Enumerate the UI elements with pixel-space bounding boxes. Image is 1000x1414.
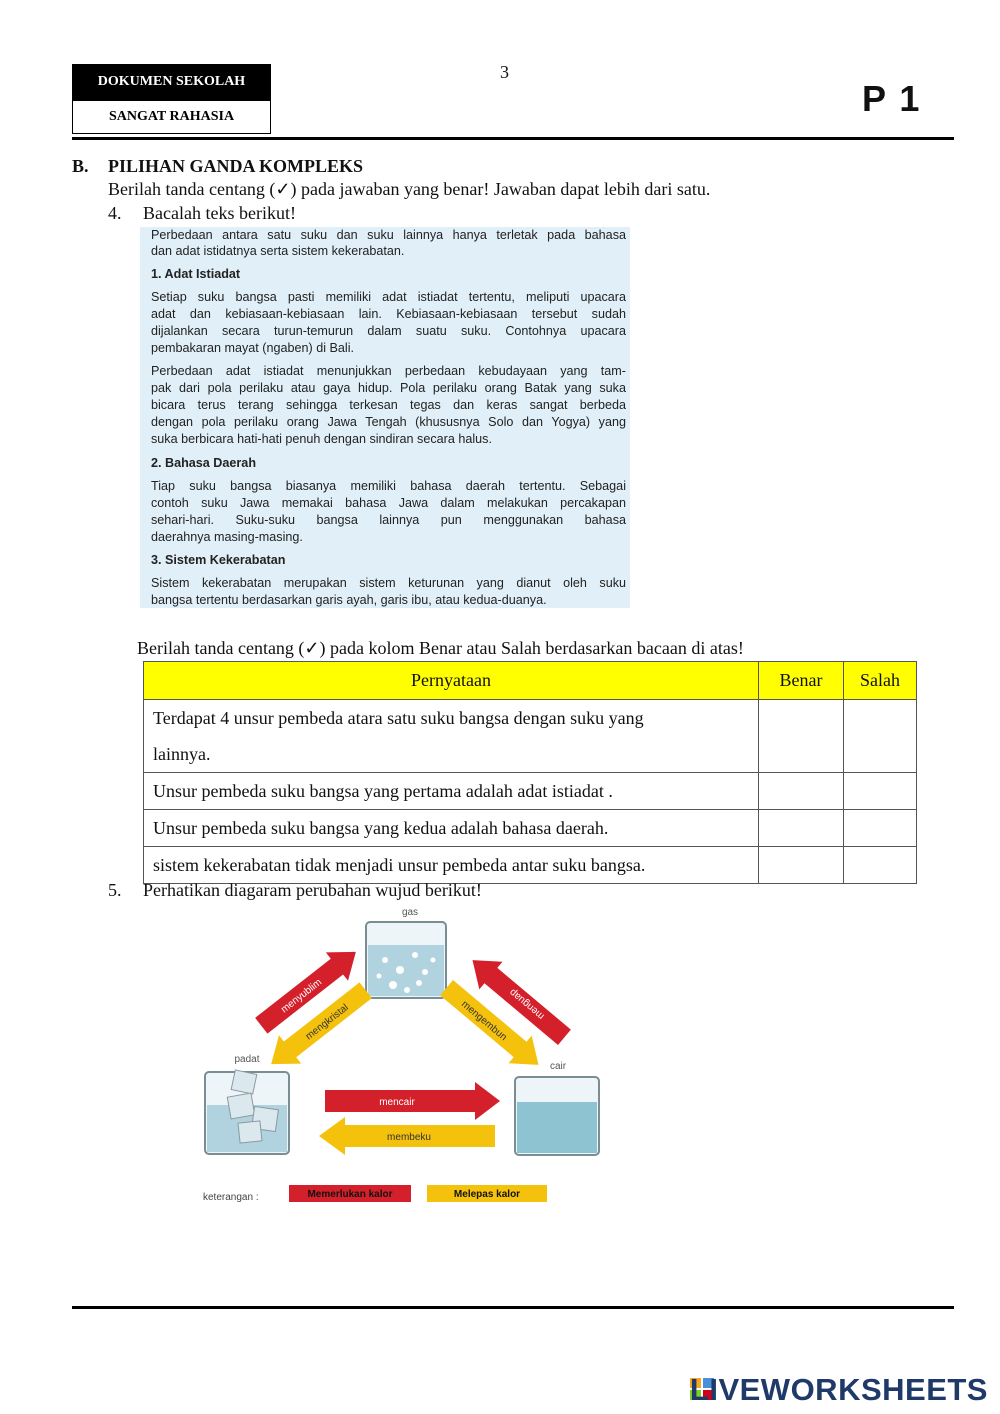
passage-line: Tiap suku bangsa biasanya memiliki bahasa daerah tertentu. Sebagai — [151, 479, 626, 493]
label-padat: padat — [234, 1054, 260, 1065]
footer-rule — [72, 1306, 954, 1309]
label-gas: gas — [401, 907, 419, 918]
statement-text: Unsur pembeda suku bangsa yang kedua adalah bahasa daerah. — [153, 818, 609, 838]
passage-line: sehari-hari. Suku-suku bangsa lainnya pun menggunakan bahasa — [151, 513, 626, 527]
label-membeku: membeku — [387, 1132, 431, 1143]
true-checkbox-cell[interactable] — [759, 700, 844, 773]
passage-line: Sistem kekerabatan merupakan sistem keturunan yang dianut oleh suku — [151, 576, 626, 590]
statement-cell — [144, 773, 759, 810]
paper-code: P 1 — [862, 78, 922, 119]
arrow-membeku — [319, 1117, 495, 1155]
header-false: Salah — [844, 662, 917, 700]
passage-line: Perbedaan antara satu suku dan suku lainnya hanya terletak pada bahasa — [151, 228, 626, 242]
passage-heading-adat: 1. Adat Istiadat — [151, 267, 241, 281]
statement-cell — [144, 700, 759, 773]
passage-line: contoh suku Jawa memakai bahasa Jawa dalam melakukan percakapan — [151, 496, 626, 510]
false-checkbox-cell[interactable] — [844, 810, 917, 847]
page-number: 3 — [500, 62, 509, 82]
question-4-number: 4. — [108, 203, 122, 223]
true-checkbox-cell[interactable] — [759, 810, 844, 847]
true-checkbox-cell[interactable] — [759, 847, 844, 884]
section-instruction: Berilah tanda centang (✓) pada jawaban yang benar! Jawaban dapat lebih dari satu. — [108, 179, 711, 199]
table-row — [144, 773, 917, 810]
statement-text: Terdapat 4 unsur pembeda atara satu suku bangsa dengan suku yang — [153, 708, 644, 728]
section-letter: B. — [72, 156, 89, 176]
liveworksheets-logo: LIVEWORKSHEETS — [689, 1372, 988, 1407]
passage-line: pembakaran mayat (ngaben) di Bali. — [151, 341, 355, 355]
statement-cell — [144, 810, 759, 847]
header-true: Benar — [759, 662, 844, 700]
statement-text: lainnya. — [153, 744, 211, 764]
passage-line: bicara terus terang sehingga terkesan tegas dan keras sangat berbeda — [151, 398, 626, 412]
legend-title: keterangan : — [203, 1192, 259, 1203]
statement-text: Unsur pembeda suku bangsa yang pertama adalah adat istiadat . — [153, 781, 613, 801]
passage-line: Setiap suku bangsa pasti memiliki adat istiadat tertentu, meliputi upacara — [151, 290, 626, 304]
phase-change-diagram — [195, 900, 615, 1215]
label-menyublim: menyublim — [279, 976, 325, 1016]
label-mengkristal: mengkristal — [303, 1002, 351, 1043]
liquid-beaker — [515, 1077, 599, 1155]
header-rule — [72, 137, 954, 140]
document-label: DOKUMEN SEKOLAH — [72, 64, 271, 100]
solid-beaker — [205, 1070, 289, 1154]
label-mencair: mencair — [379, 1097, 415, 1108]
reading-passage — [140, 227, 630, 608]
header-statement: Pernyataan — [144, 662, 759, 700]
gas-beaker — [366, 922, 446, 998]
label-cair: cair — [549, 1061, 567, 1072]
label-menguap: menguap — [507, 986, 547, 1022]
table-header-row — [144, 662, 917, 700]
legend-yellow-label: Melepas kalor — [453, 1189, 521, 1200]
passage-line: bangsa tertentu berdasarkan garis ayah, garis ibu, atau kedua-duanya. — [151, 593, 547, 607]
passage-heading-kekerabatan: 3. Sistem Kekerabatan — [151, 553, 286, 567]
label-mengembun: mengembun — [459, 998, 509, 1044]
false-checkbox-cell[interactable] — [844, 700, 917, 773]
passage-line: adat dan kebiasaan-kebiasaan lain. Kebiasaan-kebiasaan tersebut sudah — [151, 307, 626, 321]
passage-line: daerahnya masing-masing. — [151, 530, 303, 544]
table-row — [144, 847, 917, 884]
false-checkbox-cell[interactable] — [844, 773, 917, 810]
passage-line: dijalankan secara turun-temurun dalam suatu suku. Contohnya upacara — [151, 324, 626, 338]
secrecy-label: SANGAT RAHASIA — [72, 100, 271, 134]
table-row — [144, 700, 917, 773]
true-false-table — [143, 661, 917, 884]
table-instruction: Berilah tanda centang (✓) pada kolom Benar atau Salah berdasarkan bacaan di atas! — [137, 638, 744, 658]
passage-line: suka berbicara hati-hati penuh dengan sindiran secara halus. — [151, 432, 492, 446]
statement-cell — [144, 847, 759, 884]
legend-red-label: Memerlukan kalor — [307, 1189, 393, 1200]
question-5-prompt: Perhatikan diagaram perubahan wujud berikut! — [143, 880, 482, 900]
passage-line: dengan pola perilaku orang Jawa Tengah (khususnya Solo dan Yogya) yang — [151, 415, 626, 429]
table-row — [144, 810, 917, 847]
statement-text: sistem kekerabatan tidak menjadi unsur pembeda antar suku bangsa. — [153, 855, 646, 875]
true-checkbox-cell[interactable] — [759, 773, 844, 810]
passage-line: pak dari pola perilaku atau gaya hidup. Pola perilaku orang Batak yang suka — [151, 381, 626, 395]
false-checkbox-cell[interactable] — [844, 847, 917, 884]
question-4-prompt: Bacalah teks berikut! — [143, 203, 296, 223]
passage-line: dan adat istidatnya serta sistem kekerabatan. — [151, 244, 405, 258]
passage-heading-bahasa: 2. Bahasa Daerah — [151, 456, 257, 470]
question-5-number: 5. — [108, 880, 122, 900]
section-title: PILIHAN GANDA KOMPLEKS — [108, 156, 364, 176]
arrow-mencair — [325, 1082, 500, 1120]
passage-line: Perbedaan adat istiadat menunjukkan perbedaan kebudayaan yang tam- — [151, 364, 626, 378]
